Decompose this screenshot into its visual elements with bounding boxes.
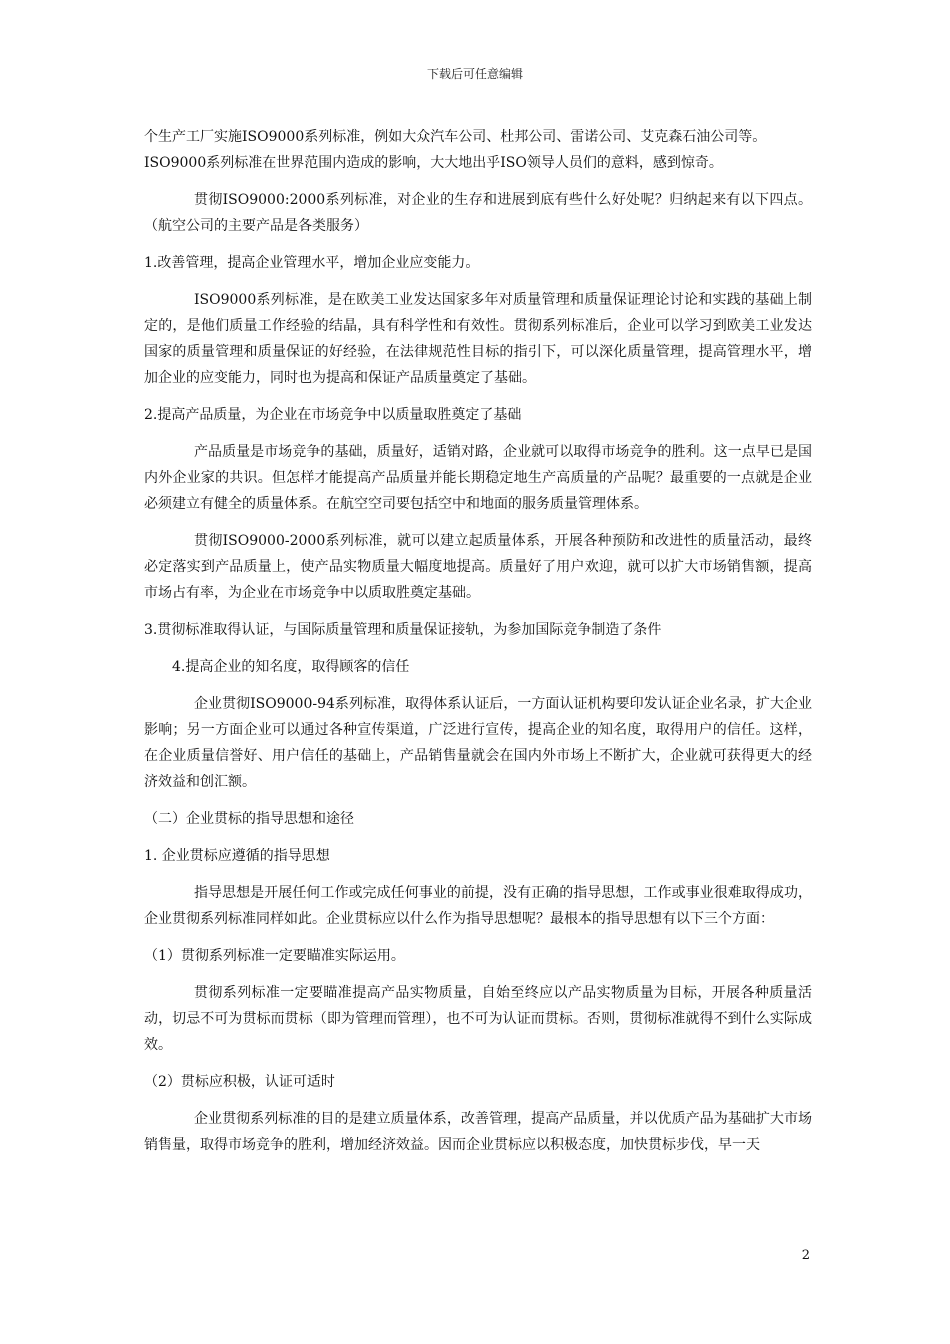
section-heading: 4.提高企业的知名度，取得顾客的信任 — [172, 659, 410, 675]
paragraph: 贯彻系列标准一定要瞄准提高产品实物质量，自始至终应以产品实物质量为目标，开展各种质量活动，切忌不可为贯标而贯标（即为管理而管理），也不可为认证而贯标。否则，贯彻标准就得不到什么实际成效。 — [144, 985, 812, 1053]
paragraph: ISO9000系列标准在世界范围内造成的影响，大大地出乎ISO领导人员们的意料，感到惊奇。 — [144, 155, 723, 171]
paragraph: 企业贯彻系列标准的目的是建立质量体系，改善管理，提高产品质量，并以优质产品为基础扩大市场销售量，取得市场竞争的胜利，增加经济效益。因而企业贯标应以积极态度，加快贯标步伐，早一天 — [144, 1111, 812, 1153]
section-heading: 3.贯彻标准取得认证，与国际质量管理和质量保证接轨，为参加国际竞争制造了条件 — [144, 622, 662, 638]
paragraph: 贯彻ISO9000-2000系列标准，就可以建立起质量体系，开展各种预防和改进性的质量活动，最终必定落实到产品质量上，使产品实物质量大幅度地提高。质量好了用户欢迎，就可以扩大市场销售额，提高市场占有率，为企业在市场竞争中以质取胜奠定基础。 — [144, 533, 812, 601]
section-heading: （1）贯彻系列标准一定要瞄准实际运用。 — [144, 948, 405, 964]
paragraph: 产品质量是市场竞争的基础，质量好，适销对路，企业就可以取得市场竞争的胜利。这一点早已是国内外企业家的共识。但怎样才能提高产品质量并能长期稳定地生产高质量的产品呢？最重要的一点就是企业必须建立有健全的质量体系。在航空空司要包括空中和地面的服务质量管理体系。 — [144, 444, 812, 512]
paragraph: ISO9000系列标准，是在欧美工业发达国家多年对质量管理和质量保证理论讨论和实践的基础上制定的，是他们质量工作经验的结晶，具有科学性和有效性。贯彻系列标准后，企业可以学习到欧美工业发达国家的质量管理和质量保证的好经验，在法律规范性目标的指引下，可以深化质量管理，提高管理水平，增加企业的应变能力，同时也为提高和保证产品质量奠定了基础。 — [144, 292, 812, 386]
paragraph: 指导思想是开展任何工作或完成任何事业的前提，没有正确的指导思想，工作或事业很难取得成功，企业贯彻系列标准同样如此。企业贯标应以什么作为指导思想呢？最根本的指导思想有以下三个方面： — [144, 885, 812, 927]
paragraph: 贯彻ISO9000:2000系列标准，对企业的生存和进展到底有些什么好处呢？归纳起来有以下四点。（航空公司的主要产品是各类服务） — [144, 192, 812, 234]
section-heading: 1. 企业贯标应遵循的指导思想 — [144, 848, 330, 864]
paragraph: 个生产工厂实施ISO9000系列标准，例如大众汽车公司、杜邦公司、雷诺公司、艾克森石油公司等。 — [144, 129, 767, 145]
section-heading: （2）贯标应积极，认证可适时 — [144, 1074, 335, 1090]
section-heading: 1.改善管理，提高企业管理水平，增加企业应变能力。 — [144, 255, 480, 271]
document-body — [144, 124, 812, 1169]
page-header: 下载后可任意编辑 — [426, 67, 523, 81]
section-heading: 2.提高产品质量，为企业在市场竞争中以质量取胜奠定了基础 — [144, 407, 522, 423]
paragraph: 企业贯彻ISO9000-94系列标准，取得体系认证后，一方面认证机构要印发认证企业名录，扩大企业影响；另一方面企业可以通过各种宣传渠道，广泛进行宣传，提高企业的知名度，取得用户的信任。这样，在企业质量信誉好、用户信任的基础上，产品销售量就会在国内外市场上不断扩大，企业就可获得更大的经济效益和创汇额。 — [144, 696, 812, 790]
page-number: 2 — [801, 1248, 810, 1263]
section-heading: （二）企业贯标的指导思想和途径 — [144, 811, 354, 827]
